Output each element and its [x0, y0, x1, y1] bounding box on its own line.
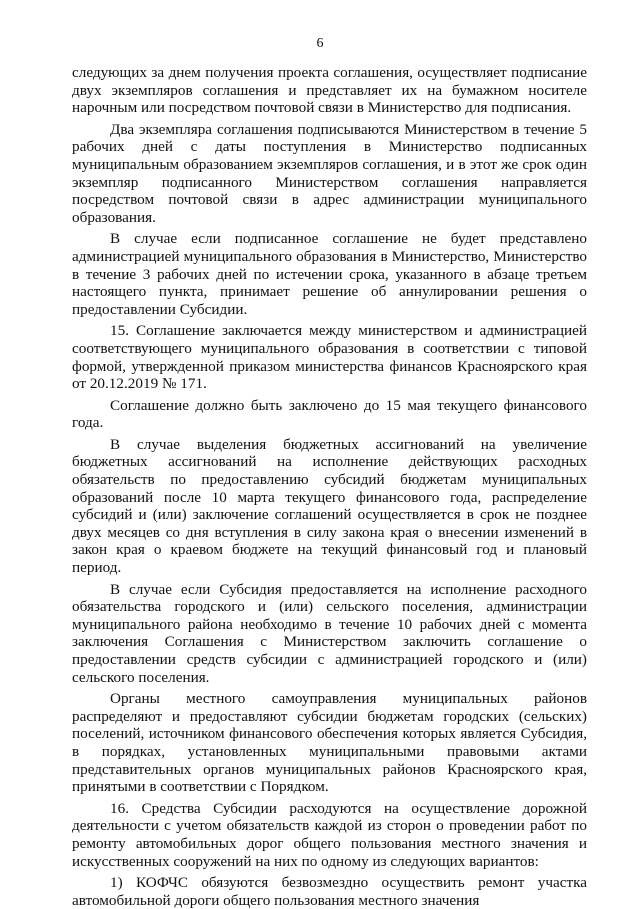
paragraph-deadline: Соглашение должно быть заключено до 15 мая текущего финансового года. [72, 396, 587, 432]
paragraph-item-15: 15. Соглашение заключается между министерством и администрацией соответствующего муниципального образования в соответствии с типовой формой, утвержденной приказом министерства финансов Красноярского края от 20.12.2019 № 171. [72, 322, 587, 393]
paragraph-continuation: следующих за днем получения проекта соглашения, осуществляет подписание двух экземпляров соглашения и представляет их на бумажном носителе нарочным или посредством почтовой связи в Министерство для подписания. [72, 64, 587, 117]
paragraph-budget-allocation: В случае выделения бюджетных ассигнований на увеличение бюджетных ассигнований на исполнение действующих расходных обязательств по предоставлению субсидий бюджетам муниципальных образований после 10 марта текущего финансового года, распределение субсидий и (или) заключение соглашений осуществляется в срок не позднее двух месяцев со дня вступления в силу закона края о внесении изменений в закон края о краевом бюджете на текущий финансовый год и плановый период. [72, 435, 587, 577]
paragraph-annulment: В случае если подписанное соглашение не будет представлено администрацией муниципального образования в Министерство, Министерство в течение 3 рабочих дней по истечении срока, указанного в абзаце третьем настоящего пункта, принимает решение об аннулировании решения о предоставлении Субсидии. [72, 230, 587, 318]
paragraph-option-1: 1) КОФЧС обязуются безвозмездно осуществить ремонт участка автомобильной дороги общего пользования местного значения [72, 874, 587, 909]
paragraph-item-16: 16. Средства Субсидии расходуются на осуществление дорожной деятельности с учетом обязательств каждой из сторон о проведении работ по ремонту автомобильных дорог общего пользования местного значения и искусственных сооружений на них по одному из следующих вариантов: [72, 799, 587, 870]
paragraph-settlement-obligation: В случае если Субсидия предоставляется на исполнение расходного обязательства городского и (или) сельского поселения, администрации муниципального района необходимо в течение 10 рабочих дней с момента заключения Соглашения с Министерством заключить соглашение о предоставлении средств субсидии с администрацией городского и (или) сельского поселения. [72, 580, 587, 686]
page-number: 6 [316, 36, 324, 51]
document-body [72, 64, 587, 909]
paragraph-local-government: Органы местного самоуправления муниципальных районов распределяют и предоставляют субсидии бюджетам городских (сельских) поселений, источником финансового обеспечения которых является Субсидия, в порядках, установленных муниципальными правовыми актами представительных органов муниципальных районов Красноярского края, принятыми в соответствии с Порядком. [72, 690, 587, 796]
paragraph-signing-term: Два экземпляра соглашения подписываются Министерством в течение 5 рабочих дней с даты поступления в Министерство подписанных муниципальным образованием экземпляров соглашения, и в этот же срок один экземпляр подписанного Министерством соглашения направляется посредством почтовой связи в адрес администрации муниципального образования. [72, 120, 587, 226]
